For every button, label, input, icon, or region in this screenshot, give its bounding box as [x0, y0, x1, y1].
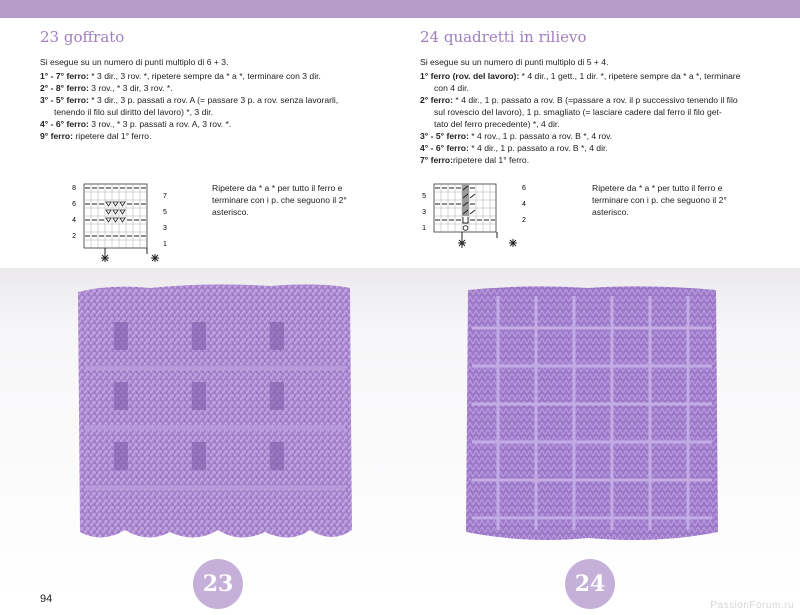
pattern-title: 23 goffrato [40, 28, 125, 46]
instruction-row [420, 118, 780, 130]
row-label: 9° ferro: [40, 131, 74, 141]
row-text: 3 rov., * 3 dir, 3 rov. *. [88, 83, 173, 93]
row-number: 3 [163, 225, 167, 232]
row-label: 4° - 6° ferro: [420, 143, 469, 153]
row-label: 1° - 7° ferro: [40, 71, 89, 81]
instruction-row [40, 118, 400, 130]
instruction-list [420, 70, 780, 166]
row-text: * 4 dir., 1 gett., 1 dir. *, ripetere sempre da * a *, terminare [519, 71, 741, 81]
row-label: 2° - 8° ferro: [40, 83, 89, 93]
instruction-row [40, 106, 400, 118]
instruction-list [40, 70, 400, 142]
pattern-24-section [420, 28, 780, 166]
row-text: * 3 dir., 3 rov. *, ripetere sempre da * a *, terminare con 3 dir. [88, 71, 321, 81]
instruction-row [40, 94, 400, 106]
instruction-row [420, 106, 780, 118]
pattern-title: 24 quadretti in rilievo [420, 28, 587, 46]
pattern-number-badge: 23 [193, 559, 243, 609]
row-text: * 4 rov., 1 p. passato a rov. B *, 4 rov. [468, 131, 613, 141]
row-label: 2° ferro: [420, 95, 454, 105]
row-number: 8 [72, 185, 76, 192]
row-number: 6 [522, 185, 526, 192]
page-number: 94 [40, 593, 53, 605]
instruction-row [40, 70, 400, 82]
row-text: * 3 dir., 3 p. passati a rov. A (= passare 3 p. a rov. senza lavorarli, [88, 95, 339, 105]
row-number: 1 [163, 241, 167, 248]
row-number: 5 [163, 209, 167, 216]
row-text: tenendo il filo sul diritto del lavoro) *, 3 dir. [54, 107, 214, 117]
row-label: 4° - 6° ferro: [40, 119, 89, 129]
chart-note: Ripetere da * a * per tutto il ferro e terminare con i p. che seguono il 2° asterisco. [212, 183, 347, 217]
instruction-row [420, 154, 780, 166]
repeat-marker-icon [101, 248, 109, 262]
instruction-row [420, 94, 780, 106]
row-number: 6 [72, 201, 76, 208]
stitch-chart-24 [412, 178, 532, 268]
row-number: 7 [163, 193, 167, 200]
instruction-row [420, 130, 780, 142]
row-number: 2 [72, 233, 76, 240]
instruction-row [40, 82, 400, 94]
pattern-intro: Si esegue su un numero di punti multiplo di 5 + 4. [420, 57, 609, 67]
row-text: * 4 dir., 1 p. passato a rov. B *, 4 dir. [468, 143, 608, 153]
pattern-number-badge: 24 [565, 559, 615, 609]
row-number: 3 [422, 209, 426, 216]
instruction-row [40, 130, 400, 142]
chart-grid [84, 184, 147, 248]
row-number: 1 [422, 225, 426, 232]
row-text: ripetere dal 1° ferro. [73, 131, 152, 141]
knit-swatch-23 [70, 282, 360, 550]
row-text: sul rovescio del lavoro), 1 p. smagliato (= lasciare cadere dal ferro il filo get- [434, 107, 722, 117]
row-number: 5 [422, 193, 426, 200]
row-text: 3 rov., * 3 p. passati a rov. A, 3 rov. *. [88, 119, 232, 129]
row-text: tato del ferro precedente) *, 4 dir. [434, 119, 560, 129]
row-text: * 4 dir., 1 p. passato a rov. B (=passare a rov. il p successivo tenendo il filo [453, 95, 738, 105]
instruction-row [420, 70, 780, 82]
row-label: 3° - 5° ferro: [420, 131, 469, 141]
knit-swatch-24 [458, 282, 726, 550]
instruction-row [420, 82, 780, 94]
instruction-row [420, 142, 780, 154]
row-label: 1° ferro (rov. del lavoro): [420, 71, 520, 81]
repeat-marker-icon [497, 232, 517, 247]
chart-grid [434, 184, 496, 232]
row-number: 4 [72, 217, 76, 224]
row-number: 4 [522, 201, 526, 208]
repeat-marker-icon [147, 248, 159, 262]
top-color-band [0, 0, 800, 18]
row-text: ripetere dal 1° ferro. [453, 155, 530, 165]
row-text: con 4 dir. [434, 83, 469, 93]
chart-note: Ripetere da * a * per tutto il ferro e terminare con i p. che seguono il 2° asterisco. [592, 183, 727, 217]
watermark: PassionForum.ru [710, 600, 794, 611]
pattern-intro: Si esegue su un numero di punti multiplo di 6 + 3. [40, 57, 229, 67]
row-number: 2 [522, 217, 526, 224]
row-label: 3° - 5° ferro: [40, 95, 89, 105]
pattern-23-section [40, 28, 400, 142]
row-label: 7° ferro: [420, 155, 454, 165]
repeat-marker-icon [458, 232, 466, 248]
stitch-chart-23 [62, 178, 187, 268]
